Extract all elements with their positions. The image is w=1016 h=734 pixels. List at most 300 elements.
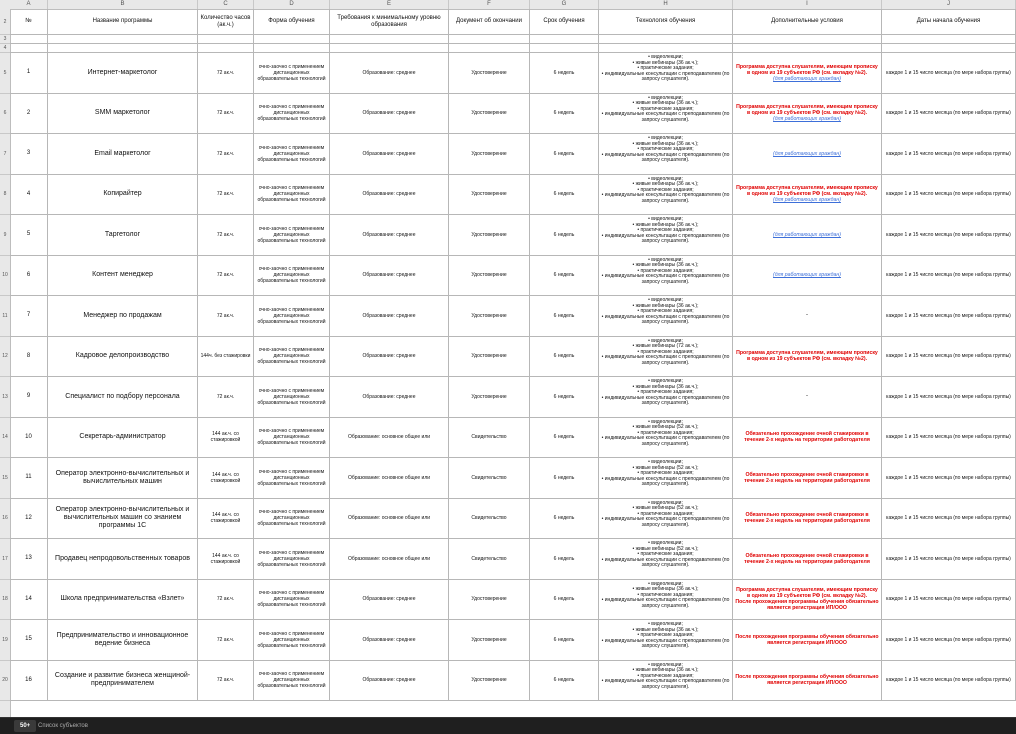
tech-webinar: • живые вебинары (36 ак.ч.); <box>632 586 699 593</box>
condition-text: После прохождения программы обучения обязательно является регистрация ИП/ООО <box>735 674 879 687</box>
condition-text: Программа доступна слушателям, имеющим прописку в одном из 19 субъектов РФ (см. вкладку №2). <box>736 63 878 76</box>
table-row <box>10 134 1016 175</box>
program-name[interactable]: Создание и развитие бизнеса женщиной-предпринимателем <box>48 661 198 701</box>
program-start-dates[interactable]: каждое 1 и 15 число месяца (по мере набора группы) <box>882 620 1016 660</box>
empty-cell[interactable] <box>882 35 1016 43</box>
program-extra-conditions[interactable] <box>733 418 882 458</box>
program-hours[interactable]: 72 ак.ч. <box>198 580 254 620</box>
program-start-dates[interactable]: каждое 1 и 15 число месяца (по мере набора группы) <box>882 661 1016 701</box>
condition-text: После прохождения программы обучения обязательно является регистрация ИП/ООО <box>735 633 879 646</box>
tech-video: • видеолекции; <box>648 216 683 222</box>
program-number[interactable]: 13 <box>10 539 48 579</box>
program-extra-conditions[interactable] <box>733 94 882 134</box>
program-hours[interactable]: 72 ак.ч. <box>198 175 254 215</box>
program-hours[interactable]: 144 ак.ч. со стажировкой <box>198 539 254 579</box>
column-header-h[interactable]: H <box>599 0 733 9</box>
program-technology[interactable] <box>599 499 733 539</box>
tech-video: • видеолекции; <box>648 54 683 60</box>
column-header-d[interactable]: D <box>254 0 330 9</box>
program-form[interactable]: очно-заочно с применением дистанционных образовательных технологий <box>254 418 330 458</box>
dash-text: - <box>806 393 808 400</box>
tech-webinar: • живые вебинары (36 ак.ч.); <box>632 667 699 674</box>
program-start-dates[interactable]: каждое 1 и 15 число месяца (по мере набора группы) <box>882 458 1016 498</box>
program-name[interactable]: Секретарь-администратор <box>48 418 198 458</box>
tech-consult: • индивидуальные консультации с преподавателем (по запросу слушателя). <box>601 516 730 528</box>
program-extra-conditions[interactable] <box>733 580 882 620</box>
program-name[interactable]: Таргетолог <box>48 215 198 255</box>
sheet-grid[interactable] <box>10 9 1016 717</box>
column-header-a[interactable]: A <box>10 0 48 9</box>
extra-conditions-content <box>735 431 879 443</box>
program-term[interactable]: 6 недель <box>530 134 599 174</box>
program-number[interactable]: 16 <box>10 661 48 701</box>
program-document[interactable]: Удостоверение <box>449 175 530 215</box>
tech-video: • видеолекции; <box>648 418 683 425</box>
tech-video: • видеолекции; <box>648 661 683 668</box>
program-technology[interactable] <box>599 134 733 174</box>
empty-cell[interactable] <box>449 44 530 52</box>
program-term[interactable]: 6 недель <box>530 215 599 255</box>
program-technology[interactable] <box>599 256 733 296</box>
tech-webinar: • живые вебинары (52 ак.ч.); <box>632 505 699 512</box>
program-extra-conditions[interactable] <box>733 458 882 498</box>
program-extra-conditions[interactable] <box>733 175 882 215</box>
program-number[interactable]: 12 <box>10 499 48 539</box>
program-document[interactable]: Удостоверение <box>449 256 530 296</box>
tech-video: • видеолекции; <box>648 621 683 627</box>
program-requirement[interactable]: Образование: среднее <box>330 175 449 215</box>
program-requirement[interactable]: Образование: среднее <box>330 337 449 377</box>
program-hours[interactable]: 72 ак.ч. <box>198 256 254 296</box>
row-header[interactable]: 18 <box>0 580 10 621</box>
table-row <box>10 215 1016 256</box>
sheet-tab-subjects[interactable]: Список субъектов <box>38 723 88 729</box>
program-number[interactable]: 2 <box>10 94 48 134</box>
program-form[interactable]: очно-заочно с применением дистанционных образовательных технологий <box>254 620 330 660</box>
tech-practice: • практические задания; <box>637 470 694 477</box>
program-technology[interactable] <box>599 175 733 215</box>
program-name[interactable]: Оператор электронно-вычислительных и вычислительных машин <box>48 458 198 498</box>
tech-consult: • индивидуальные консультации с преподавателем (по запросу слушателя). <box>601 70 730 83</box>
tech-consult: • индивидуальные консультации с преподавателем (по запросу слушателя). <box>601 678 730 690</box>
empty-cell[interactable] <box>733 35 882 43</box>
table-row <box>10 377 1016 418</box>
program-number[interactable]: 15 <box>10 620 48 660</box>
tech-practice: • практические задания; <box>637 429 694 436</box>
program-form[interactable]: очно-заочно с применением дистанционных образовательных технологий <box>254 53 330 93</box>
table-header-row <box>10 9 1016 35</box>
header-tech[interactable]: Технология обучения <box>599 9 733 34</box>
program-number[interactable]: 9 <box>10 377 48 417</box>
program-document[interactable]: Удостоверение <box>449 337 530 377</box>
program-document[interactable]: Свидетельство <box>449 458 530 498</box>
program-term[interactable]: 6 недель <box>530 418 599 458</box>
extra-conditions-content <box>773 272 841 278</box>
empty-cell[interactable] <box>48 44 198 52</box>
column-header-e[interactable]: E <box>330 0 449 9</box>
program-hours[interactable]: 144 ак.ч. со стажировкой <box>198 418 254 458</box>
row-header[interactable]: 12 <box>0 337 10 378</box>
program-term[interactable]: 6 недель <box>530 661 599 701</box>
program-term[interactable]: 6 недель <box>530 337 599 377</box>
empty-cell[interactable] <box>10 35 48 43</box>
empty-cell[interactable] <box>254 35 330 43</box>
program-document[interactable]: Удостоверение <box>449 580 530 620</box>
unemployed-link[interactable]: (для работающих граждан) <box>773 116 841 123</box>
program-requirement[interactable]: Образование: среднее <box>330 256 449 296</box>
program-hours[interactable]: 72 ак.ч. <box>198 215 254 255</box>
program-term[interactable]: 6 недель <box>530 539 599 579</box>
extra-conditions-content <box>735 674 879 686</box>
program-start-dates[interactable]: каждое 1 и 15 число месяца (по мере набора группы) <box>882 337 1016 377</box>
header-req[interactable]: Требования к минимальному уровню образования <box>330 9 449 34</box>
tech-webinar: • живые вебинары (36 ак.ч.); <box>632 181 699 188</box>
tech-practice: • практические задания; <box>637 551 694 558</box>
tech-video: • видеолекции; <box>648 459 683 465</box>
tech-video: • видеолекции; <box>648 297 683 303</box>
program-start-dates[interactable]: каждое 1 и 15 число месяца (по мере набора группы) <box>882 134 1016 174</box>
program-hours[interactable]: 72 ак.ч. <box>198 296 254 336</box>
program-name[interactable]: Интернет-маркетолог <box>48 53 198 93</box>
program-name[interactable]: Школа предпринимательства «Взлет» <box>48 580 198 620</box>
program-start-dates[interactable]: каждое 1 и 15 число месяца (по мере набора группы) <box>882 580 1016 620</box>
header-num[interactable]: № <box>10 9 48 34</box>
program-requirement[interactable]: Образование: среднее <box>330 215 449 255</box>
header-name[interactable]: Название программы <box>48 9 198 34</box>
program-extra-conditions[interactable] <box>733 661 882 701</box>
table-row <box>10 296 1016 337</box>
table-row <box>10 580 1016 621</box>
program-name[interactable]: Кадровое делопроизводство <box>48 337 198 377</box>
program-extra-conditions[interactable] <box>733 377 882 417</box>
program-name[interactable]: Менеджер по продажам <box>48 296 198 336</box>
program-name[interactable]: Оператор электронно-вычислительных и вычислительных машин со знанием программы 1С <box>48 499 198 539</box>
empty-cell[interactable] <box>449 35 530 43</box>
program-form[interactable]: очно-заочно с применением дистанционных образовательных технологий <box>254 134 330 174</box>
program-form[interactable]: очно-заочно с применением дистанционных образовательных технологий <box>254 539 330 579</box>
program-extra-conditions[interactable] <box>733 256 882 296</box>
tech-video: • видеолекции; <box>648 580 683 587</box>
blank-row <box>10 35 1016 44</box>
program-term[interactable]: 6 недель <box>530 53 599 93</box>
empty-cell[interactable] <box>10 44 48 52</box>
program-hours[interactable]: 72 ак.ч. <box>198 94 254 134</box>
extra-conditions-content <box>806 393 808 400</box>
condition-text: Программа доступна слушателям, имеющим прописку в одном из 19 субъектов РФ (см. вкладку №2). <box>736 104 878 117</box>
program-start-dates[interactable]: каждое 1 и 15 число месяца (по мере набора группы) <box>882 256 1016 296</box>
program-technology[interactable] <box>599 296 733 336</box>
extra-conditions-content <box>735 634 879 646</box>
program-number[interactable]: 3 <box>10 134 48 174</box>
condition-text: Обязательно прохождение очной стажировки в течение 2-х недель на территории работодателя <box>744 471 870 484</box>
sheet-tab-50plus[interactable]: 50+ <box>14 720 36 732</box>
tech-consult: • индивидуальные консультации с преподавателем (по запросу слушателя). <box>601 475 730 488</box>
program-term[interactable]: 6 недель <box>530 620 599 660</box>
program-document[interactable]: Удостоверение <box>449 296 530 336</box>
empty-cell[interactable] <box>198 35 254 43</box>
row-header[interactable]: 9 <box>0 215 10 256</box>
column-header-c[interactable]: C <box>198 0 254 9</box>
tech-video: • видеолекции; <box>648 337 683 344</box>
program-requirement[interactable]: Образование: среднее <box>330 580 449 620</box>
empty-cell[interactable] <box>733 44 882 52</box>
program-requirement[interactable]: Образование: среднее <box>330 377 449 417</box>
unemployed-link[interactable]: (для работающих граждан) <box>773 272 841 279</box>
table-row <box>10 458 1016 499</box>
row-header[interactable]: 7 <box>0 134 10 175</box>
row-header[interactable]: 3 <box>0 35 10 44</box>
program-form[interactable]: очно-заочно с применением дистанционных образовательных технологий <box>254 256 330 296</box>
table-row <box>10 94 1016 135</box>
unemployed-link[interactable]: (для работающих граждан) <box>773 75 841 82</box>
row-header[interactable]: 11 <box>0 296 10 337</box>
column-header-f[interactable]: F <box>449 0 530 9</box>
empty-cell[interactable] <box>330 35 449 43</box>
program-document[interactable]: Свидетельство <box>449 539 530 579</box>
program-name[interactable]: SMM маркетолог <box>48 94 198 134</box>
program-start-dates[interactable]: каждое 1 и 15 число месяца (по мере набора группы) <box>882 539 1016 579</box>
program-start-dates[interactable]: каждое 1 и 15 число месяца (по мере набора группы) <box>882 94 1016 134</box>
program-number[interactable]: 14 <box>10 580 48 620</box>
program-hours[interactable]: 72 ак.ч. <box>198 134 254 174</box>
program-requirement[interactable]: Образование: среднее <box>330 620 449 660</box>
program-document[interactable]: Удостоверение <box>449 377 530 417</box>
row-header[interactable]: 15 <box>0 458 10 499</box>
extra-conditions-content <box>735 512 879 524</box>
program-number[interactable]: 10 <box>10 418 48 458</box>
tech-video: • видеолекции; <box>648 499 683 506</box>
row-header[interactable]: 14 <box>0 418 10 459</box>
program-term[interactable]: 6 недель <box>530 94 599 134</box>
tech-video: • видеолекции; <box>648 135 683 141</box>
program-term[interactable]: 6 недель <box>530 296 599 336</box>
program-term[interactable]: 6 недель <box>530 499 599 539</box>
unemployed-link[interactable]: (для работающих граждан) <box>773 150 841 157</box>
row-header[interactable]: 6 <box>0 94 10 135</box>
extra-conditions-content <box>735 553 879 565</box>
program-start-dates[interactable]: каждое 1 и 15 число месяца (по мере набора группы) <box>882 296 1016 336</box>
program-number[interactable]: 7 <box>10 296 48 336</box>
program-technology[interactable] <box>599 661 733 701</box>
program-term[interactable]: 6 недель <box>530 458 599 498</box>
condition-text: После прохождения программы обучения обязательно является регистрация ИП/ООО <box>735 599 879 612</box>
program-form[interactable]: очно-заочно с применением дистанционных образовательных технологий <box>254 215 330 255</box>
empty-cell[interactable] <box>530 35 599 43</box>
header-extra[interactable]: Дополнительные условия <box>733 9 882 34</box>
tech-practice: • практические задания; <box>637 186 694 193</box>
program-requirement[interactable]: Образование: основное общее или <box>330 539 449 579</box>
program-hours[interactable]: 144 ак.ч. со стажировкой <box>198 499 254 539</box>
program-number[interactable]: 8 <box>10 337 48 377</box>
program-form[interactable]: очно-заочно с применением дистанционных образовательных технологий <box>254 296 330 336</box>
program-hours[interactable]: 72 ак.ч. <box>198 377 254 417</box>
program-start-dates[interactable]: каждое 1 и 15 число месяца (по мере набора группы) <box>882 499 1016 539</box>
program-name[interactable]: Контент менеджер <box>48 256 198 296</box>
program-technology[interactable] <box>599 215 733 255</box>
row-header[interactable]: 20 <box>0 661 10 702</box>
program-term[interactable]: 6 недель <box>530 256 599 296</box>
empty-cell[interactable] <box>599 35 733 43</box>
program-hours[interactable]: 72 ак.ч. <box>198 661 254 701</box>
table-row <box>10 256 1016 297</box>
program-requirement[interactable]: Образование: среднее <box>330 94 449 134</box>
row-header[interactable]: 17 <box>0 539 10 580</box>
tech-webinar: • живые вебинары (36 ак.ч.); <box>632 262 699 269</box>
row-header[interactable]: 8 <box>0 175 10 216</box>
header-start[interactable]: Даты начала обучения <box>882 9 1016 34</box>
program-term[interactable]: 6 недель <box>530 175 599 215</box>
program-name[interactable]: Email маркетолог <box>48 134 198 174</box>
program-document[interactable]: Удостоверение <box>449 94 530 134</box>
program-extra-conditions[interactable] <box>733 296 882 336</box>
row-header[interactable]: 10 <box>0 256 10 297</box>
program-name[interactable]: Предпринимательство и инновационное ведение бизнеса <box>48 620 198 660</box>
program-start-dates[interactable]: каждое 1 и 15 число месяца (по мере набора группы) <box>882 418 1016 458</box>
column-header-i[interactable]: I <box>733 0 882 9</box>
program-extra-conditions[interactable] <box>733 53 882 93</box>
tech-consult: • индивидуальные консультации с преподавателем (по запросу слушателя). <box>601 111 730 123</box>
header-term[interactable]: Срок обучения <box>530 9 599 34</box>
program-hours[interactable]: 72 ак.ч. <box>198 620 254 660</box>
program-number[interactable]: 4 <box>10 175 48 215</box>
table-row <box>10 175 1016 216</box>
program-extra-conditions[interactable] <box>733 499 882 539</box>
program-document[interactable]: Удостоверение <box>449 620 530 660</box>
program-term[interactable]: 6 недель <box>530 377 599 417</box>
program-form[interactable]: очно-заочно с применением дистанционных образовательных технологий <box>254 499 330 539</box>
program-name[interactable]: Продавец непродовольственных товаров <box>48 539 198 579</box>
program-requirement[interactable]: Образование: основное общее или <box>330 458 449 498</box>
row-header[interactable]: 4 <box>0 44 10 53</box>
program-start-dates[interactable]: каждое 1 и 15 число месяца (по мере набора группы) <box>882 215 1016 255</box>
program-requirement[interactable]: Образование: среднее <box>330 661 449 701</box>
unemployed-link[interactable]: (для работающих граждан) <box>773 231 841 238</box>
row-header[interactable]: 19 <box>0 620 10 661</box>
program-requirement[interactable]: Образование: среднее <box>330 134 449 174</box>
extra-conditions-content <box>735 472 879 484</box>
tech-practice: • практические задания; <box>637 510 694 517</box>
sheet-tab-bar <box>0 717 1016 734</box>
table-row <box>10 539 1016 580</box>
tech-webinar: • живые вебинары (36 ак.ч.); <box>632 383 699 390</box>
program-term[interactable]: 6 недель <box>530 580 599 620</box>
program-name[interactable]: Копирайтер <box>48 175 198 215</box>
empty-cell[interactable] <box>330 44 449 52</box>
table-row <box>10 499 1016 540</box>
program-technology[interactable] <box>599 580 733 620</box>
program-technology[interactable] <box>599 418 733 458</box>
tech-video: • видеолекции; <box>648 540 683 546</box>
tech-webinar: • живые вебинары (36 ак.ч.); <box>632 59 699 66</box>
program-form[interactable]: очно-заочно с применением дистанционных образовательных технологий <box>254 175 330 215</box>
program-document[interactable]: Удостоверение <box>449 134 530 174</box>
program-extra-conditions[interactable] <box>733 134 882 174</box>
program-hours[interactable]: 144ч. без стажировки <box>198 337 254 377</box>
extra-conditions-content <box>773 232 841 238</box>
program-document[interactable]: Удостоверение <box>449 215 530 255</box>
row-header[interactable]: 2 <box>0 9 10 35</box>
program-number[interactable]: 5 <box>10 215 48 255</box>
program-start-dates[interactable]: каждое 1 и 15 число месяца (по мере набора группы) <box>882 53 1016 93</box>
program-number[interactable]: 11 <box>10 458 48 498</box>
program-requirement[interactable]: Образование: основное общее или <box>330 418 449 458</box>
empty-cell[interactable] <box>254 44 330 52</box>
tech-webinar: • живые вебинары (36 ак.ч.); <box>632 626 699 633</box>
extra-conditions-content <box>773 151 841 157</box>
column-header-j[interactable]: J <box>882 0 1016 9</box>
program-technology[interactable] <box>599 458 733 498</box>
program-form[interactable]: очно-заочно с применением дистанционных образовательных технологий <box>254 94 330 134</box>
tech-practice: • практические задания; <box>637 227 694 234</box>
table-row <box>10 53 1016 94</box>
program-form[interactable]: очно-заочно с применением дистанционных образовательных технологий <box>254 661 330 701</box>
row-header[interactable]: 5 <box>0 53 10 94</box>
empty-cell[interactable] <box>48 35 198 43</box>
header-form[interactable]: Форма обучения <box>254 9 330 34</box>
tech-consult: • индивидуальные консультации с преподавателем (по запросу слушателя). <box>601 354 730 366</box>
program-technology[interactable] <box>599 539 733 579</box>
blank-row <box>10 44 1016 53</box>
program-technology[interactable] <box>599 94 733 134</box>
program-start-dates[interactable]: каждое 1 и 15 число месяца (по мере набора группы) <box>882 175 1016 215</box>
empty-cell[interactable] <box>530 44 599 52</box>
program-extra-conditions[interactable] <box>733 539 882 579</box>
tech-video: • видеолекции; <box>648 175 683 182</box>
program-requirement[interactable]: Образование: среднее <box>330 296 449 336</box>
tech-practice: • практические задания; <box>637 672 694 679</box>
program-form[interactable]: очно-заочно с применением дистанционных образовательных технологий <box>254 458 330 498</box>
program-technology[interactable] <box>599 53 733 93</box>
program-start-dates[interactable]: каждое 1 и 15 число месяца (по мере набора группы) <box>882 377 1016 417</box>
program-extra-conditions[interactable] <box>733 215 882 255</box>
program-technology[interactable] <box>599 337 733 377</box>
column-header-g[interactable]: G <box>530 0 599 9</box>
header-doc[interactable]: Документ об окончании <box>449 9 530 34</box>
program-document[interactable]: Свидетельство <box>449 499 530 539</box>
empty-cell[interactable] <box>599 44 733 52</box>
program-extra-conditions[interactable] <box>733 620 882 660</box>
program-technology[interactable] <box>599 377 733 417</box>
program-technology[interactable] <box>599 620 733 660</box>
row-header[interactable]: 16 <box>0 499 10 540</box>
program-document[interactable]: Удостоверение <box>449 53 530 93</box>
program-document[interactable]: Удостоверение <box>449 661 530 701</box>
tech-practice: • практические задания; <box>637 348 694 355</box>
empty-cell[interactable] <box>198 44 254 52</box>
header-hours[interactable]: Количество часов (ак.ч.) <box>198 9 254 34</box>
program-requirement[interactable]: Образование: основное общее или <box>330 499 449 539</box>
tech-consult: • индивидуальные консультации с преподавателем (по запросу слушателя). <box>601 637 730 650</box>
program-hours[interactable]: 144 ак.ч. со стажировкой <box>198 458 254 498</box>
program-hours[interactable]: 72 ак.ч. <box>198 53 254 93</box>
condition-text: Обязательно прохождение очной стажировки в течение 2-х недель на территории работодателя <box>744 431 870 444</box>
unemployed-link[interactable]: (для работающих граждан) <box>773 197 841 204</box>
program-name[interactable]: Специалист по подбору персонала <box>48 377 198 417</box>
program-extra-conditions[interactable] <box>733 337 882 377</box>
program-number[interactable]: 6 <box>10 256 48 296</box>
empty-cell[interactable] <box>882 44 1016 52</box>
extra-conditions-content <box>735 587 879 611</box>
program-requirement[interactable]: Образование: среднее <box>330 53 449 93</box>
program-form[interactable]: очно-заочно с применением дистанционных образовательных технологий <box>254 337 330 377</box>
row-header[interactable]: 13 <box>0 377 10 418</box>
column-header-b[interactable]: B <box>48 0 198 9</box>
program-form[interactable]: очно-заочно с применением дистанционных образовательных технологий <box>254 580 330 620</box>
program-document[interactable]: Свидетельство <box>449 418 530 458</box>
program-number[interactable]: 1 <box>10 53 48 93</box>
program-form[interactable]: очно-заочно с применением дистанционных образовательных технологий <box>254 377 330 417</box>
tech-video: • видеолекции; <box>648 256 683 263</box>
